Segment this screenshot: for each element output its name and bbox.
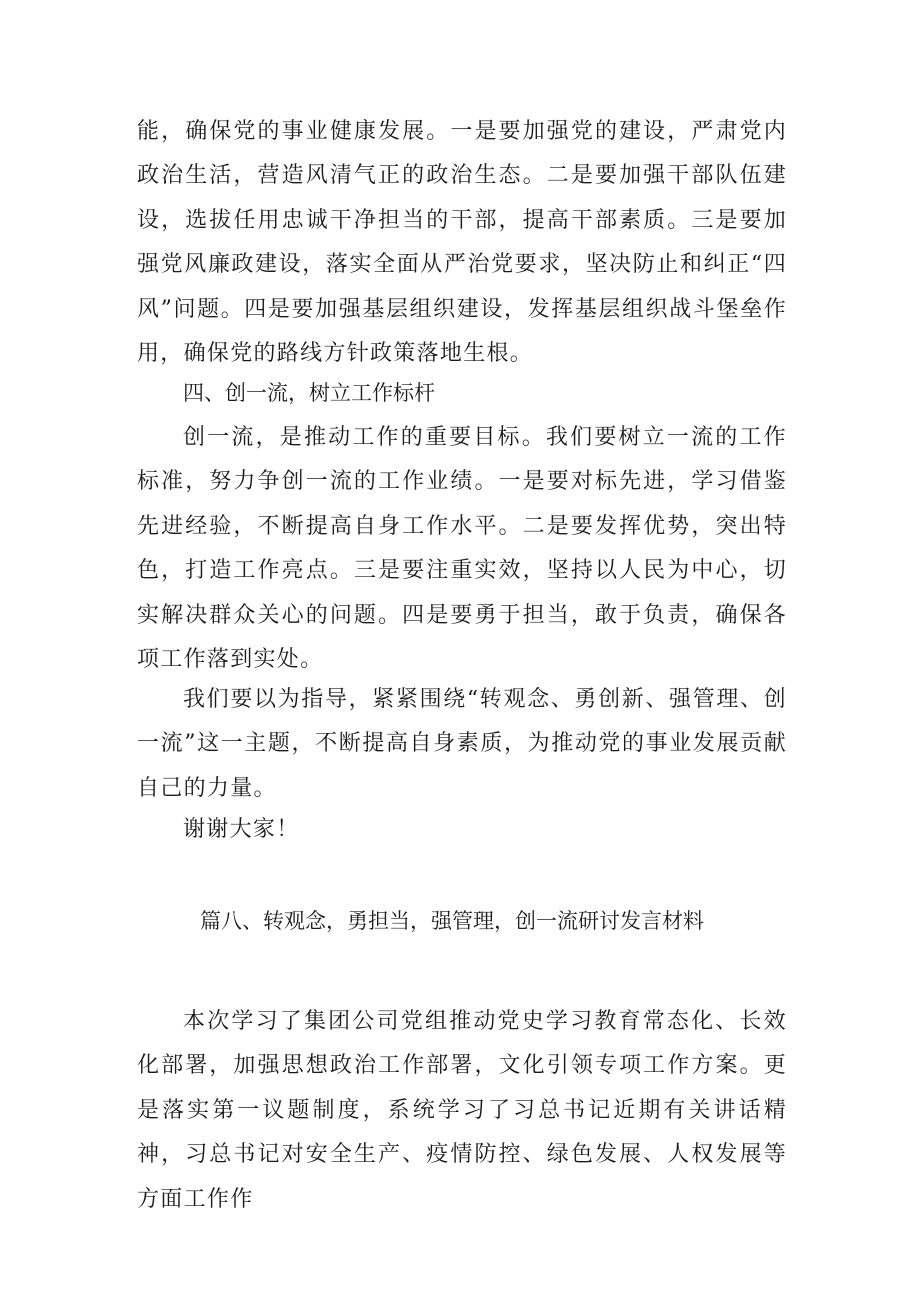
section-heading-four: 四、创一流，树立工作标杆 bbox=[183, 381, 435, 405]
paragraph-thanks: 谢谢大家！ bbox=[183, 817, 300, 842]
paragraph-conclusion: 我们要以为指导，紧紧围绕“转观念、勇创新、强管理、创一流”这一主题，不断提高自身素质，为推动党的事业发展贡献自己的力量。 bbox=[137, 687, 787, 801]
paragraph-continued: 能，确保党的事业健康发展。一是要加强党的建设，严肃党内政治生活，营造风清气正的政治生态。二是要加强干部队伍建设，选拔任用忠诚干净担当的干部，提高干部素质。三是要加强党风廉政建设，落实全面从严治党要求，坚决防止和纠正“四风”问题。四是要加强基层组织建设，发挥基层组织战斗堡垒作用，确保党的路线方针政策落地生根。 bbox=[137, 119, 787, 367]
paragraph-article-intro: 本次学习了集团公司党组推动党史学习教育常态化、长效化部署，加强思想政治工作部署，文化引领专项工作方案。更是落实第一议题制度，系统学习了习总书记近期有关讲话精神，习总书记对安全生产、疫情防控、绿色发展、人权发展等方面工作作 bbox=[137, 1009, 787, 1212]
article-title: 篇八、转观念，勇担当，强管理，创一流研讨发言材料 bbox=[200, 909, 704, 933]
paragraph-section-four: 创一流，是推动工作的重要目标。我们要树立一流的工作标准，努力争创一流的工作业绩。一是要对标先进，学习借鉴先进经验，不断提高自身工作水平。二是要发挥优势，突出特色，打造工作亮点。三是要注重实效，坚持以人民为中心，切实解决群众关心的问题。四是要勇于担当，敢于负责，确保各项工作落到实处。 bbox=[137, 425, 787, 673]
